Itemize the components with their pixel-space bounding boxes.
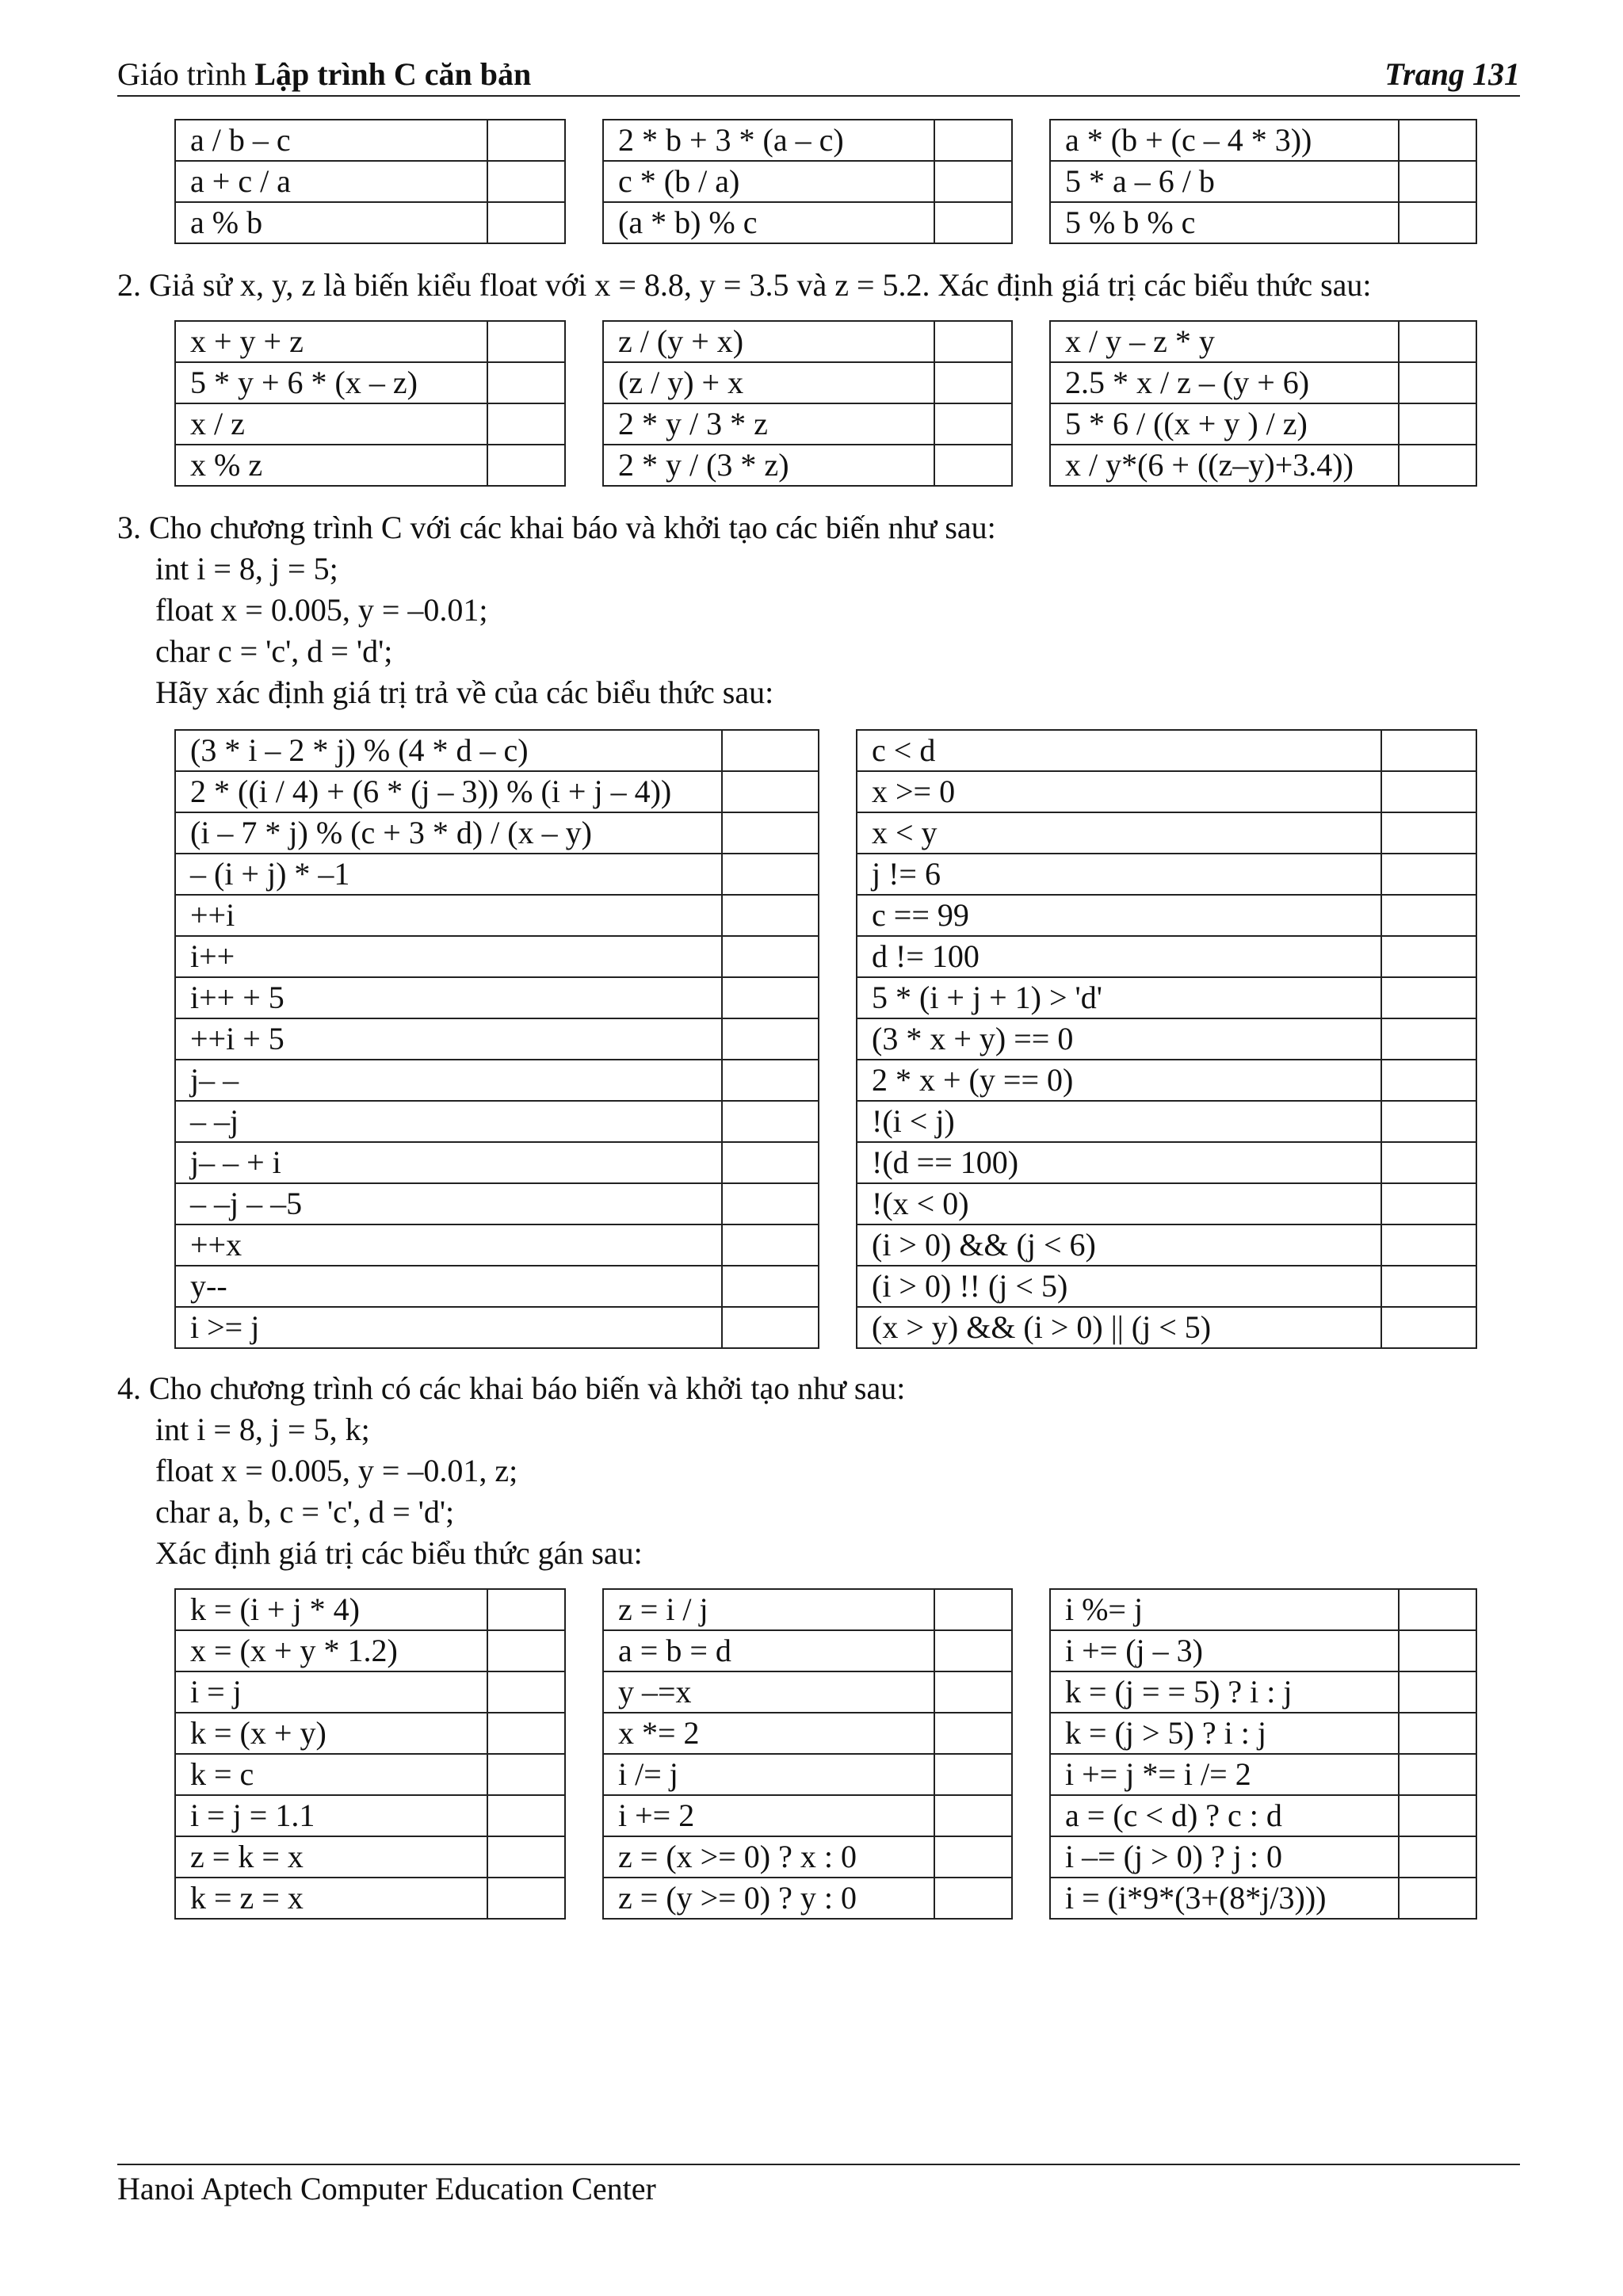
answer-cell[interactable]: [1399, 1589, 1476, 1630]
expression-cell: i += 2: [603, 1795, 934, 1836]
expression-cell: 2 * y / 3 * z: [603, 403, 934, 445]
answer-cell[interactable]: [1381, 936, 1476, 977]
s2-heading: 2. Giả sử x, y, z là biến kiểu float với x = 8.8, y = 3.5 và z = 5.2. Xác định giá trị các biểu thức sau:: [117, 267, 1372, 303]
table-row: [603, 1878, 1012, 1919]
table-row: [603, 403, 1012, 445]
answer-cell[interactable]: [487, 1795, 565, 1836]
table-row: [175, 1307, 819, 1348]
answer-cell[interactable]: [934, 1713, 1012, 1754]
table-row: [175, 1754, 565, 1795]
s2-table-2: [602, 320, 1013, 487]
table-row: [175, 1101, 819, 1142]
answer-cell[interactable]: [934, 1754, 1012, 1795]
expression-cell: (i > 0) !! (j < 5): [857, 1266, 1381, 1307]
answer-cell[interactable]: [1399, 120, 1476, 161]
s1-table-3: [1049, 119, 1477, 244]
expression-cell: k = (i + j * 4): [175, 1589, 487, 1630]
answer-cell[interactable]: [1399, 1836, 1476, 1878]
table-row: [175, 1266, 819, 1307]
table-row: [175, 1713, 565, 1754]
table-row: [603, 321, 1012, 362]
table-row: [175, 730, 819, 771]
s4-line-2: float x = 0.005, y = –0.01, z;: [155, 1453, 518, 1488]
expression-cell: x % z: [175, 445, 487, 486]
s4-table-1: [174, 1588, 566, 1920]
expression-cell: z / (y + x): [603, 321, 934, 362]
answer-cell[interactable]: [1399, 161, 1476, 202]
table-row: [1050, 1836, 1476, 1878]
table-row: [603, 1836, 1012, 1878]
answer-cell[interactable]: [1381, 812, 1476, 854]
book-title-bold: Lập trình C căn bản: [254, 56, 532, 92]
s3-table-right: [856, 729, 1477, 1349]
table-row: [175, 321, 565, 362]
expression-cell: (a * b) % c: [603, 202, 934, 243]
answer-cell[interactable]: [1399, 1878, 1476, 1919]
answer-cell[interactable]: [1381, 977, 1476, 1018]
expression-cell: z = k = x: [175, 1836, 487, 1878]
s3-line-1: int i = 8, j = 5;: [155, 551, 338, 586]
expression-cell: z = i / j: [603, 1589, 934, 1630]
table-row: [1050, 1795, 1476, 1836]
answer-cell[interactable]: [487, 1878, 565, 1919]
table-row: [857, 1266, 1476, 1307]
expression-cell: 2 * y / (3 * z): [603, 445, 934, 486]
table-row: [175, 771, 819, 812]
table-row: [1050, 202, 1476, 243]
table-row: [603, 362, 1012, 403]
expression-cell: x / y*(6 + ((z–y)+3.4)): [1050, 445, 1399, 486]
table-row: [857, 730, 1476, 771]
expression-cell: x >= 0: [857, 771, 1381, 812]
expression-cell: 5 * y + 6 * (x – z): [175, 362, 487, 403]
expression-cell: x *= 2: [603, 1713, 934, 1754]
table-row: [857, 977, 1476, 1018]
answer-cell[interactable]: [487, 1713, 565, 1754]
expression-cell: (i – 7 * j) % (c + 3 * d) / (x – y): [175, 812, 722, 854]
expression-cell: x = (x + y * 1.2): [175, 1630, 487, 1671]
table-row: [175, 895, 819, 936]
expression-cell: 5 * a – 6 / b: [1050, 161, 1399, 202]
answer-cell[interactable]: [1381, 1018, 1476, 1060]
table-row: [175, 1878, 565, 1919]
expression-cell: – (i + j) * –1: [175, 854, 722, 895]
answer-cell[interactable]: [487, 445, 565, 486]
answer-cell[interactable]: [934, 321, 1012, 362]
expression-cell: c == 99: [857, 895, 1381, 936]
table-row: [1050, 403, 1476, 445]
answer-cell[interactable]: [487, 120, 565, 161]
table-row: [175, 936, 819, 977]
expression-cell: k = (j > 5) ? i : j: [1050, 1713, 1399, 1754]
expression-cell: i++ + 5: [175, 977, 722, 1018]
answer-cell[interactable]: [722, 1060, 819, 1101]
header-rule: [117, 95, 1520, 97]
answer-cell[interactable]: [934, 1836, 1012, 1878]
s1-table-2: [602, 119, 1013, 244]
expression-cell: j != 6: [857, 854, 1381, 895]
table-row: [175, 1795, 565, 1836]
footer-text: Hanoi Aptech Computer Education Center: [117, 2171, 656, 2206]
expression-cell: i += (j – 3): [1050, 1630, 1399, 1671]
answer-cell[interactable]: [722, 936, 819, 977]
table-row: [175, 1060, 819, 1101]
table-row: [857, 1101, 1476, 1142]
answer-cell[interactable]: [1381, 1101, 1476, 1142]
answer-cell[interactable]: [722, 1307, 819, 1348]
expression-cell: !(d == 100): [857, 1142, 1381, 1183]
answer-cell[interactable]: [1381, 1060, 1476, 1101]
expression-cell: 2 * b + 3 * (a – c): [603, 120, 934, 161]
expression-cell: a / b – c: [175, 120, 487, 161]
s3-line-3: char c = 'c', d = 'd';: [155, 633, 393, 669]
answer-cell[interactable]: [487, 403, 565, 445]
expression-cell: i >= j: [175, 1307, 722, 1348]
answer-cell[interactable]: [1399, 202, 1476, 243]
expression-cell: 5 * (i + j + 1) > 'd': [857, 977, 1381, 1018]
table-row: [175, 362, 565, 403]
expression-cell: i += j *= i /= 2: [1050, 1754, 1399, 1795]
table-row: [603, 202, 1012, 243]
expression-cell: ++i: [175, 895, 722, 936]
table-row: [175, 161, 565, 202]
table-row: [175, 120, 565, 161]
answer-cell[interactable]: [934, 1630, 1012, 1671]
answer-cell[interactable]: [722, 977, 819, 1018]
table-row: [857, 1142, 1476, 1183]
s4-line-4: Xác định giá trị các biểu thức gán sau:: [155, 1535, 643, 1571]
table-row: [603, 161, 1012, 202]
expression-cell: x < y: [857, 812, 1381, 854]
s4-line-1: int i = 8, j = 5, k;: [155, 1412, 370, 1447]
expression-cell: 5 * 6 / ((x + y ) / z): [1050, 403, 1399, 445]
answer-cell[interactable]: [934, 120, 1012, 161]
expression-cell: ++i + 5: [175, 1018, 722, 1060]
table-row: [1050, 1589, 1476, 1630]
table-row: [175, 1224, 819, 1266]
table-row: [175, 854, 819, 895]
answer-cell[interactable]: [1399, 1795, 1476, 1836]
answer-cell[interactable]: [934, 362, 1012, 403]
answer-cell[interactable]: [1399, 321, 1476, 362]
table-row: [175, 977, 819, 1018]
answer-cell[interactable]: [1381, 1224, 1476, 1266]
book-title: [117, 55, 531, 93]
table-row: [857, 1307, 1476, 1348]
answer-cell[interactable]: [934, 202, 1012, 243]
table-row: [857, 854, 1476, 895]
s3-table-left: [174, 729, 819, 1349]
answer-cell[interactable]: [934, 161, 1012, 202]
expression-cell: a + c / a: [175, 161, 487, 202]
answer-cell[interactable]: [487, 1630, 565, 1671]
table-row: [603, 1589, 1012, 1630]
expression-cell: 2 * x + (y == 0): [857, 1060, 1381, 1101]
answer-cell[interactable]: [487, 1671, 565, 1713]
expression-cell: y –=x: [603, 1671, 934, 1713]
table-row: [857, 812, 1476, 854]
expression-cell: k = z = x: [175, 1878, 487, 1919]
answer-cell[interactable]: [1381, 1183, 1476, 1224]
expression-cell: x / y – z * y: [1050, 321, 1399, 362]
table-row: [603, 120, 1012, 161]
s3-line-4: Hãy xác định giá trị trả về của các biểu thức sau:: [155, 674, 774, 710]
answer-cell[interactable]: [487, 1754, 565, 1795]
answer-cell[interactable]: [722, 1183, 819, 1224]
table-row: [175, 1589, 565, 1630]
expression-cell: i %= j: [1050, 1589, 1399, 1630]
answer-cell[interactable]: [1399, 403, 1476, 445]
answer-cell[interactable]: [1381, 854, 1476, 895]
expression-cell: k = (x + y): [175, 1713, 487, 1754]
table-row: [175, 1630, 565, 1671]
answer-cell[interactable]: [487, 1836, 565, 1878]
answer-cell[interactable]: [1399, 1671, 1476, 1713]
expression-cell: y--: [175, 1266, 722, 1307]
expression-cell: x / z: [175, 403, 487, 445]
expression-cell: i = j: [175, 1671, 487, 1713]
answer-cell[interactable]: [1381, 1142, 1476, 1183]
table-row: [1050, 1713, 1476, 1754]
table-row: [1050, 362, 1476, 403]
table-row: [603, 445, 1012, 486]
table-row: [1050, 1878, 1476, 1919]
expression-cell: z = (x >= 0) ? x : 0: [603, 1836, 934, 1878]
expression-cell: a = (c < d) ? c : d: [1050, 1795, 1399, 1836]
expression-cell: c < d: [857, 730, 1381, 771]
page-number: Trang 131: [1384, 56, 1520, 92]
expression-cell: 2.5 * x / z – (y + 6): [1050, 362, 1399, 403]
table-row: [603, 1671, 1012, 1713]
table-row: [175, 445, 565, 486]
answer-cell[interactable]: [1399, 1630, 1476, 1671]
answer-cell[interactable]: [934, 1795, 1012, 1836]
expression-cell: i /= j: [603, 1754, 934, 1795]
answer-cell[interactable]: [722, 1266, 819, 1307]
table-row: [175, 812, 819, 854]
answer-cell[interactable]: [934, 1878, 1012, 1919]
table-row: [175, 1142, 819, 1183]
answer-cell[interactable]: [1399, 1713, 1476, 1754]
table-row: [603, 1713, 1012, 1754]
answer-cell[interactable]: [934, 1589, 1012, 1630]
expression-cell: i –= (j > 0) ? j : 0: [1050, 1836, 1399, 1878]
expression-cell: 5 % b % c: [1050, 202, 1399, 243]
expression-cell: j– –: [175, 1060, 722, 1101]
expression-cell: 2 * ((i / 4) + (6 * (j – 3)) % (i + j – 4)): [175, 771, 722, 812]
answer-cell[interactable]: [1399, 445, 1476, 486]
table-row: [857, 771, 1476, 812]
answer-cell[interactable]: [1399, 362, 1476, 403]
answer-cell[interactable]: [1381, 730, 1476, 771]
table-row: [175, 1018, 819, 1060]
expression-cell: i++: [175, 936, 722, 977]
book-title-prefix: Giáo trình: [117, 56, 255, 92]
footer-rule: [117, 2164, 1520, 2165]
answer-cell[interactable]: [487, 161, 565, 202]
expression-cell: k = c: [175, 1754, 487, 1795]
expression-cell: a % b: [175, 202, 487, 243]
answer-cell[interactable]: [487, 362, 565, 403]
table-row: [175, 202, 565, 243]
answer-cell[interactable]: [722, 771, 819, 812]
s2-table-1: [174, 320, 566, 487]
answer-cell[interactable]: [722, 1142, 819, 1183]
answer-cell[interactable]: [722, 730, 819, 771]
table-row: [1050, 445, 1476, 486]
table-row: [603, 1630, 1012, 1671]
expression-cell: j– – + i: [175, 1142, 722, 1183]
s4-table-2: [602, 1588, 1013, 1920]
page-header: [117, 52, 1520, 97]
answer-cell[interactable]: [1381, 1307, 1476, 1348]
table-row: [857, 936, 1476, 977]
table-row: [1050, 1630, 1476, 1671]
table-row: [857, 1183, 1476, 1224]
answer-cell[interactable]: [722, 812, 819, 854]
expression-cell: (z / y) + x: [603, 362, 934, 403]
table-row: [857, 895, 1476, 936]
answer-cell[interactable]: [934, 1671, 1012, 1713]
expression-cell: (3 * i – 2 * j) % (4 * d – c): [175, 730, 722, 771]
table-row: [1050, 161, 1476, 202]
expression-cell: !(x < 0): [857, 1183, 1381, 1224]
s1-table-1: [174, 119, 566, 244]
expression-cell: i = j = 1.1: [175, 1795, 487, 1836]
answer-cell[interactable]: [722, 1101, 819, 1142]
expression-cell: x + y + z: [175, 321, 487, 362]
answer-cell[interactable]: [1381, 771, 1476, 812]
answer-cell[interactable]: [722, 854, 819, 895]
table-row: [1050, 120, 1476, 161]
table-row: [603, 1795, 1012, 1836]
expression-cell: ++x: [175, 1224, 722, 1266]
answer-cell[interactable]: [722, 895, 819, 936]
table-row: [857, 1018, 1476, 1060]
table-row: [175, 1671, 565, 1713]
table-row: [603, 1754, 1012, 1795]
answer-cell[interactable]: [487, 1589, 565, 1630]
table-row: [857, 1060, 1476, 1101]
table-row: [857, 1224, 1476, 1266]
expression-cell: d != 100: [857, 936, 1381, 977]
table-row: [1050, 1754, 1476, 1795]
s3-line-2: float x = 0.005, y = –0.01;: [155, 592, 488, 628]
expression-cell: – –j: [175, 1101, 722, 1142]
expression-cell: (3 * x + y) == 0: [857, 1018, 1381, 1060]
table-row: [1050, 321, 1476, 362]
answer-cell[interactable]: [487, 321, 565, 362]
expression-cell: c * (b / a): [603, 161, 934, 202]
s4-heading: 4. Cho chương trình có các khai báo biến và khởi tạo như sau:: [117, 1370, 906, 1406]
expression-cell: a = b = d: [603, 1630, 934, 1671]
answer-cell[interactable]: [487, 202, 565, 243]
expression-cell: z = (y >= 0) ? y : 0: [603, 1878, 934, 1919]
answer-cell[interactable]: [722, 1224, 819, 1266]
table-row: [175, 1836, 565, 1878]
answer-cell[interactable]: [1399, 1754, 1476, 1795]
s4-line-3: char a, b, c = 'c', d = 'd';: [155, 1494, 455, 1530]
expression-cell: i = (i*9*(3+(8*j/3))): [1050, 1878, 1399, 1919]
expression-cell: (x > y) && (i > 0) || (j < 5): [857, 1307, 1381, 1348]
answer-cell[interactable]: [1381, 895, 1476, 936]
expression-cell: a * (b + (c – 4 * 3)): [1050, 120, 1399, 161]
expression-cell: k = (j = = 5) ? i : j: [1050, 1671, 1399, 1713]
table-row: [1050, 1671, 1476, 1713]
answer-cell[interactable]: [934, 445, 1012, 486]
table-row: [175, 403, 565, 445]
table-row: [175, 1183, 819, 1224]
answer-cell[interactable]: [934, 403, 1012, 445]
expression-cell: !(i < j): [857, 1101, 1381, 1142]
expression-cell: – –j – –5: [175, 1183, 722, 1224]
expression-cell: (i > 0) && (j < 6): [857, 1224, 1381, 1266]
s4-table-3: [1049, 1588, 1477, 1920]
s3-heading: 3. Cho chương trình C với các khai báo và khởi tạo các biến như sau:: [117, 510, 996, 545]
s2-table-3: [1049, 320, 1477, 487]
answer-cell[interactable]: [722, 1018, 819, 1060]
answer-cell[interactable]: [1381, 1266, 1476, 1307]
